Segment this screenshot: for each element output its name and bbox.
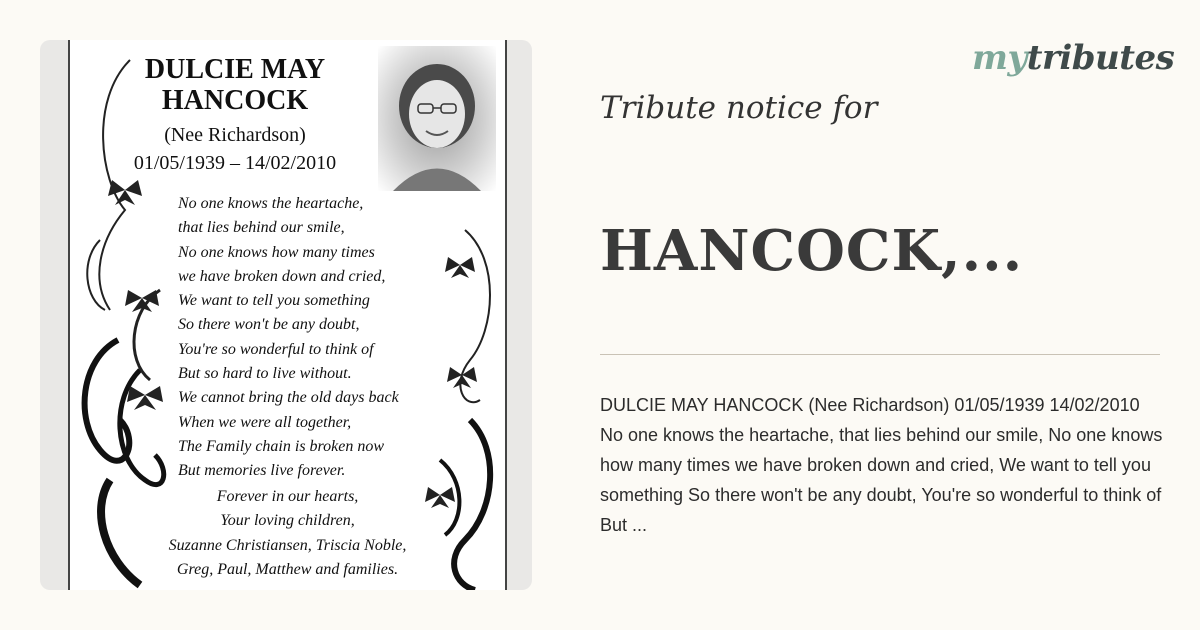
deceased-surname: HANCOCK,... xyxy=(600,218,1024,284)
poem-line: When we were all together, xyxy=(178,413,352,431)
poem-line: No one knows the heartache, xyxy=(178,195,364,212)
tribute-heading: Tribute notice for xyxy=(600,90,878,126)
poem-line: But memories live forever. xyxy=(178,462,346,480)
notice-name-line-1: DULCIE MAY xyxy=(144,54,326,85)
closing-line: Your loving children, xyxy=(220,512,355,530)
poem-line: But so hard to live without. xyxy=(178,365,352,383)
notice-name xyxy=(110,54,360,116)
mytributes-logo[interactable] xyxy=(972,38,1174,78)
newspaper-notice xyxy=(68,40,507,590)
poem-line: No one knows how many times xyxy=(178,243,375,261)
tribute-excerpt: DULCIE MAY HANCOCK (Nee Richardson) 01/05/1939 14/02/2010 No one knows the heartache, that lies behind our smile, No one knows how many times we have broken down and cried, We want to tell you something So there won't be any doubt, You're so wonderful to think of But ... xyxy=(600,395,1163,535)
closing-line: Greg, Paul, Matthew and families. xyxy=(176,560,399,578)
logo-tributes: tributes xyxy=(1026,38,1175,78)
poem-line: we have broken down and cried, xyxy=(178,267,386,285)
closing-dedication xyxy=(70,485,505,582)
notice-name-line-2: HANCOCK xyxy=(161,85,309,116)
logo-my: my xyxy=(972,38,1027,78)
poem-line: We want to tell you something xyxy=(178,292,370,310)
portrait-photo xyxy=(378,46,496,191)
closing-line: Suzanne Christiansen, Triscia Noble, xyxy=(168,536,407,554)
poem xyxy=(178,192,498,484)
divider xyxy=(600,354,1160,355)
notice-dates: 01/05/1939 – 14/02/2010 xyxy=(133,152,337,174)
poem-line: We cannot bring the old days back xyxy=(178,389,399,407)
poem-line: The Family chain is broken now xyxy=(178,437,385,455)
notice-maiden-name: (Nee Richardson) xyxy=(164,124,306,146)
poem-line: that lies behind our smile, xyxy=(178,219,345,237)
closing-line: Forever in our hearts, xyxy=(216,488,359,505)
notice-image-card xyxy=(40,40,532,590)
poem-line: You're so wonderful to think of xyxy=(178,340,374,358)
poem-line: So there won't be any doubt, xyxy=(178,316,360,334)
